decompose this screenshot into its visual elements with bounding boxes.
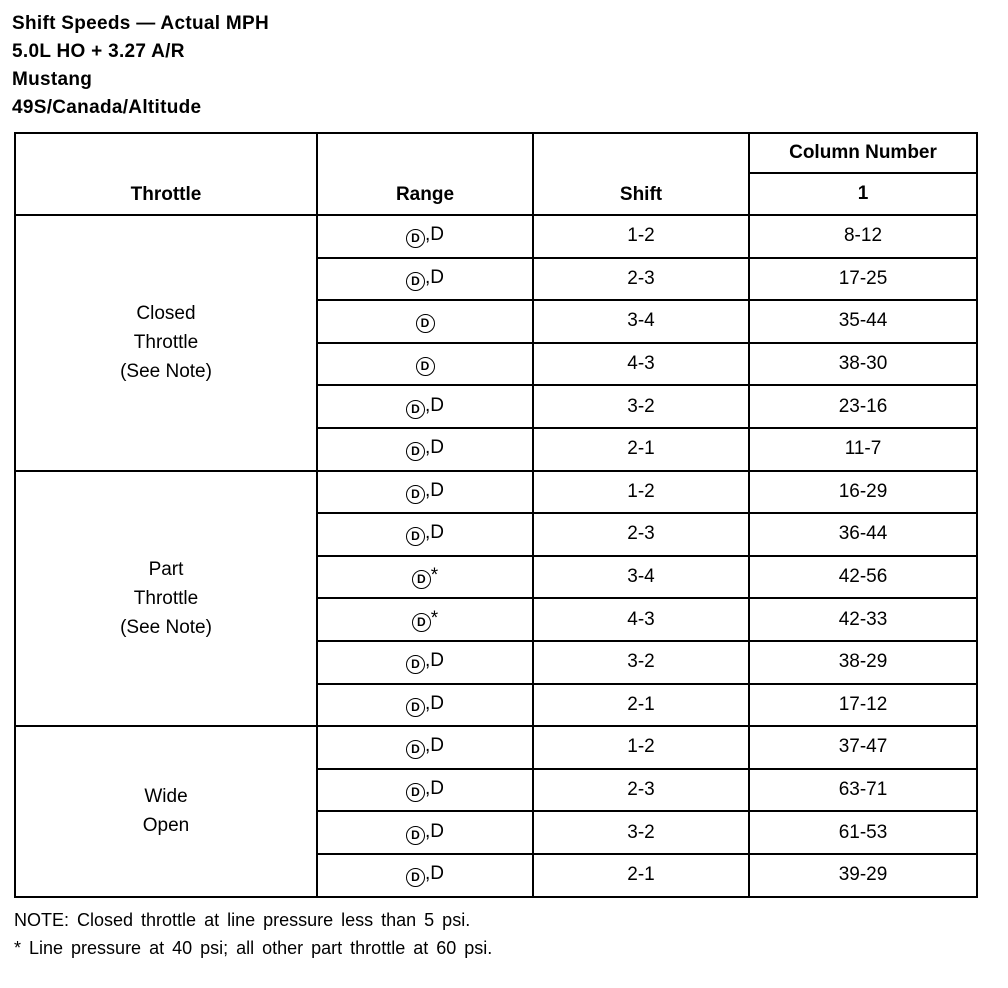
range-suffix: ,D: [425, 394, 444, 416]
shift-cell: 3-2: [533, 385, 749, 428]
shift-cell: 4-3: [533, 343, 749, 386]
range-cell: [317, 684, 533, 727]
throttle-label-line: Throttle: [133, 332, 199, 354]
header-column-1: 1: [749, 173, 977, 215]
circled-d-symbol: D: [412, 613, 431, 632]
shift-cell: 2-3: [533, 258, 749, 301]
range-cell: [317, 598, 533, 641]
shift-cell: 2-1: [533, 684, 749, 727]
header-column-number: Column Number: [749, 133, 977, 173]
throttle-label-line: Wide: [144, 786, 188, 808]
speed-cell: 8-12: [749, 215, 977, 258]
shift-cell: 3-4: [533, 556, 749, 599]
shift-cell: 1-2: [533, 726, 749, 769]
range-suffix: ,D: [425, 863, 444, 885]
shift-cell: 2-1: [533, 428, 749, 471]
speed-cell: 23-16: [749, 385, 977, 428]
range-cell: [317, 726, 533, 769]
range-cell: [317, 385, 533, 428]
range-cell: [317, 811, 533, 854]
header-model: Mustang: [12, 69, 93, 90]
circled-d-symbol: D: [406, 400, 425, 419]
circled-d-symbol: D: [406, 442, 425, 461]
throttle-cell: [15, 726, 317, 896]
range-cell: [317, 513, 533, 556]
speed-cell: 11-7: [749, 428, 977, 471]
header-range: Range: [317, 133, 533, 215]
range-cell: [317, 215, 533, 258]
speed-cell: 17-12: [749, 684, 977, 727]
note-closed-throttle: NOTE: Closed throttle at line pressure less than 5 psi.: [14, 910, 471, 930]
notes: [14, 906, 492, 962]
speed-cell: 38-29: [749, 641, 977, 684]
shift-cell: 2-3: [533, 769, 749, 812]
circled-d-symbol: D: [416, 314, 435, 333]
speed-cell: 38-30: [749, 343, 977, 386]
range-suffix: ,D: [425, 479, 444, 501]
header-region: 49S/Canada/Altitude: [12, 97, 202, 118]
speed-cell: 37-47: [749, 726, 977, 769]
range-cell: [317, 556, 533, 599]
throttle-label-line: (See Note): [120, 616, 212, 638]
table-row: [15, 215, 977, 258]
circled-d-symbol: D: [406, 229, 425, 248]
range-cell: [317, 343, 533, 386]
shift-cell: 2-3: [533, 513, 749, 556]
shift-cell: 1-2: [533, 471, 749, 514]
throttle-label-line: Throttle: [133, 587, 199, 609]
range-cell: [317, 471, 533, 514]
range-suffix: ,D: [425, 437, 444, 459]
range-cell: [317, 854, 533, 897]
shift-cell: 2-1: [533, 854, 749, 897]
shift-cell: 3-2: [533, 811, 749, 854]
speed-cell: 42-33: [749, 598, 977, 641]
circled-d-symbol: D: [406, 783, 425, 802]
circled-d-symbol: D: [406, 485, 425, 504]
range-suffix: ,D: [425, 266, 444, 288]
circled-d-symbol: D: [406, 698, 425, 717]
range-suffix: ,D: [425, 820, 444, 842]
circled-d-symbol: D: [412, 570, 431, 589]
throttle-label-line: Part: [148, 558, 184, 580]
circled-d-symbol: D: [406, 868, 425, 887]
range-suffix: ,D: [425, 650, 444, 672]
speed-cell: 16-29: [749, 471, 977, 514]
range-cell: [317, 769, 533, 812]
header-throttle: Throttle: [15, 133, 317, 215]
shift-speeds-table: [14, 132, 978, 898]
throttle-label-line: Closed: [136, 303, 196, 325]
document-header: [12, 10, 269, 122]
speed-cell: 42-56: [749, 556, 977, 599]
circled-d-symbol: D: [406, 740, 425, 759]
note-line-pressure: * Line pressure at 40 psi; all other part throttle at 60 psi.: [14, 938, 493, 958]
circled-d-symbol: D: [406, 527, 425, 546]
header-shift: Shift: [533, 133, 749, 215]
shift-cell: 3-2: [533, 641, 749, 684]
range-cell: [317, 641, 533, 684]
table-row: [15, 726, 977, 769]
throttle-label-line: (See Note): [120, 361, 212, 383]
throttle-cell: [15, 215, 317, 471]
header-engine: 5.0L HO + 3.27 A/R: [12, 41, 185, 62]
shift-cell: 4-3: [533, 598, 749, 641]
speed-cell: 36-44: [749, 513, 977, 556]
range-suffix: ,D: [425, 692, 444, 714]
range-cell: [317, 300, 533, 343]
range-suffix: ,D: [425, 224, 444, 246]
table-row: [15, 471, 977, 514]
circled-d-symbol: D: [406, 826, 425, 845]
range-suffix: *: [430, 565, 439, 587]
shift-cell: 3-4: [533, 300, 749, 343]
header-title: Shift Speeds — Actual MPH: [12, 13, 269, 34]
speed-cell: 63-71: [749, 769, 977, 812]
throttle-cell: [15, 471, 317, 727]
speed-cell: 35-44: [749, 300, 977, 343]
range-cell: [317, 258, 533, 301]
table-body: [15, 215, 977, 897]
circled-d-symbol: D: [406, 272, 425, 291]
shift-cell: 1-2: [533, 215, 749, 258]
range-suffix: ,D: [425, 735, 444, 757]
speed-cell: 17-25: [749, 258, 977, 301]
range-suffix: *: [430, 607, 439, 629]
circled-d-symbol: D: [406, 655, 425, 674]
range-suffix: ,D: [425, 778, 444, 800]
circled-d-symbol: D: [416, 357, 435, 376]
range-suffix: ,D: [425, 522, 444, 544]
range-cell: [317, 428, 533, 471]
speed-cell: 39-29: [749, 854, 977, 897]
throttle-label-line: Open: [142, 815, 190, 837]
speed-cell: 61-53: [749, 811, 977, 854]
